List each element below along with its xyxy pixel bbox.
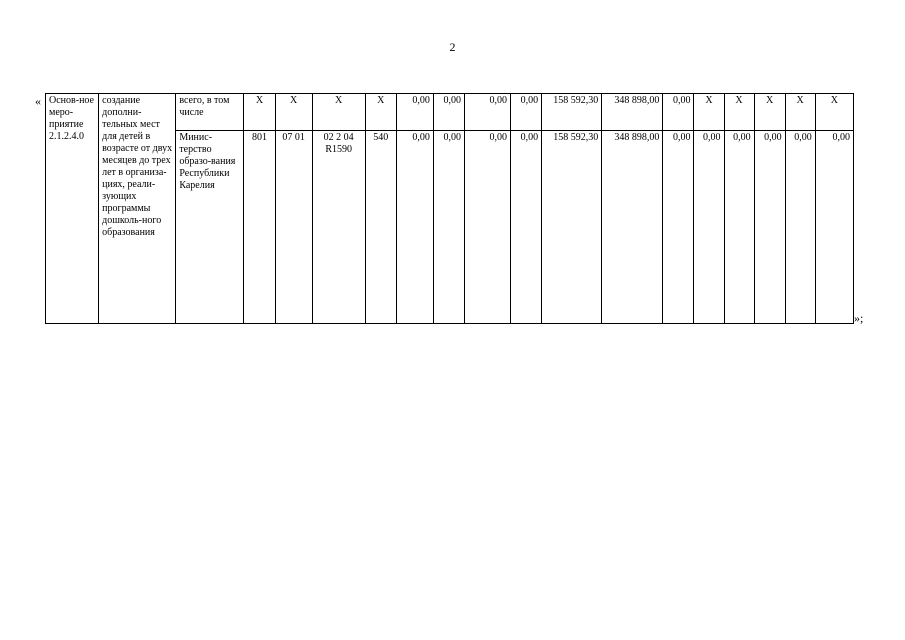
table-cell: 0,00: [464, 131, 510, 324]
table-cell: 0,00: [396, 94, 433, 131]
table-cell: 07 01: [275, 131, 312, 324]
closing-quote: »;: [854, 311, 864, 325]
table-cell: 0,00: [663, 94, 694, 131]
page-number: 2: [449, 40, 456, 54]
row-label-cell: всего, в том числе: [176, 94, 244, 131]
table-row-total: [46, 94, 854, 131]
table-cell: X: [815, 94, 853, 131]
table-cell: 158 592,30: [542, 94, 602, 131]
table-cell: 0,00: [663, 131, 694, 324]
event-code-cell: Основ-ное меро-приятие 2.1.2.4.0: [46, 94, 99, 324]
table-cell: X: [785, 94, 815, 131]
table-cell: 348 898,00: [602, 94, 663, 131]
table-cell: X: [312, 94, 365, 131]
table-cell: 0,00: [694, 131, 724, 324]
table-cell: X: [244, 94, 275, 131]
table-cell: 02 2 04 R1590: [312, 131, 365, 324]
table-cell: 158 592,30: [542, 131, 602, 324]
opening-quote: «: [35, 94, 41, 108]
table-cell: X: [694, 94, 724, 131]
table-cell: X: [365, 94, 396, 131]
table-cell: 0,00: [815, 131, 853, 324]
table-cell: X: [724, 94, 754, 131]
table-cell: 801: [244, 131, 275, 324]
table-cell: 348 898,00: [602, 131, 663, 324]
event-name-cell: создание дополни-тельных мест для детей в возрасте от двух месяцев до трех лет в организа-циях, реали-зующих программы дошколь-ного образования: [99, 94, 176, 324]
table-cell: 0,00: [433, 131, 464, 324]
row-label-cell: Минис-терство образо-вания Республики Карелия: [176, 131, 244, 324]
table-cell: 0,00: [785, 131, 815, 324]
table-cell: 0,00: [433, 94, 464, 131]
table-cell: 0,00: [754, 131, 785, 324]
table-cell: X: [275, 94, 312, 131]
budget-table: [45, 93, 854, 324]
table-cell: 0,00: [511, 131, 542, 324]
table-cell: 0,00: [724, 131, 754, 324]
table-cell: 0,00: [396, 131, 433, 324]
table-cell: 0,00: [464, 94, 510, 131]
table-cell: 0,00: [511, 94, 542, 131]
table-cell: 540: [365, 131, 396, 324]
table-cell: X: [754, 94, 785, 131]
